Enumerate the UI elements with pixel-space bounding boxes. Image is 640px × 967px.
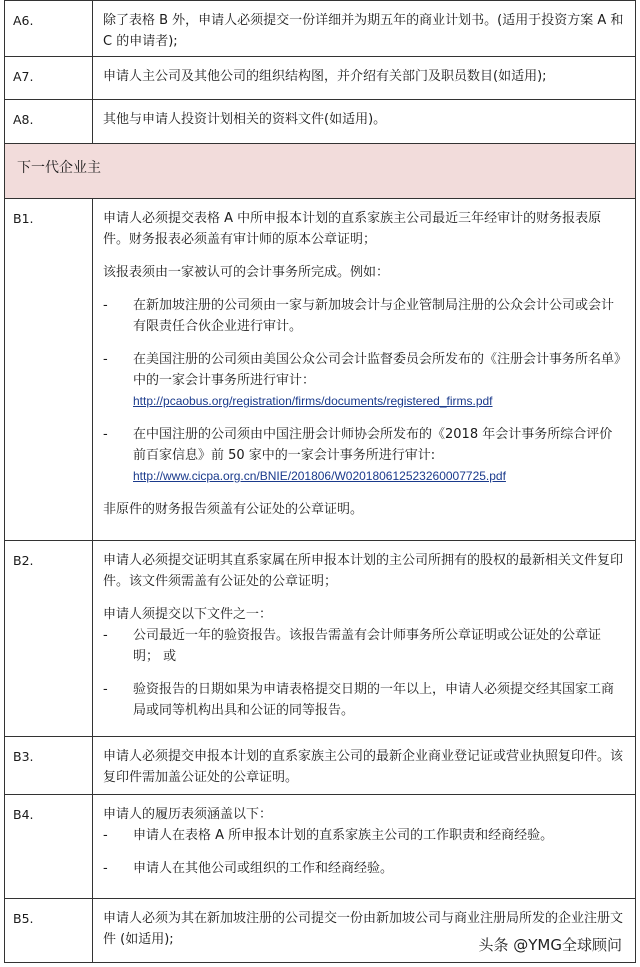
dash-marker: -: [103, 861, 108, 876]
row-code: B3.: [5, 737, 93, 795]
dash-marker: -: [103, 298, 108, 313]
table-row: [5, 199, 636, 541]
watermark: 头条 @YMG全球顾问: [475, 932, 627, 957]
table-row: [5, 57, 636, 100]
list-item: [103, 625, 625, 667]
b1-bullet2: 在美国注册的公司须由美国公众公司会计监督委员会所发布的《注册会计事务所名单》中的一家会计事务所进行审计：: [133, 352, 621, 388]
requirements-table: [4, 0, 636, 963]
b2-intro: 申请人必须提交证明其直系家属在所申报本计划的主公司所拥有的股权的最新相关文件复印件。该文件须需盖有公证处的公章证明；: [103, 553, 624, 589]
b1-bullet3: 在中国注册的公司须由中国注册会计师协会所发布的《2018 年会计事务所综合评价前百家信息》前 50 家中的一家会计事务所进行审计:: [133, 427, 613, 463]
table-row: [5, 737, 636, 795]
row-code: A8.: [5, 100, 93, 144]
b4-bullet1: 申请人在表格 A 所申报本计划的直系家族主公司的工作职责和经商经验。: [133, 828, 554, 843]
section-header-row: [5, 144, 636, 199]
b1-bullet1: 在新加坡注册的公司须由一家与新加坡会计与企业管制局注册的公众会计公司或会计有限责任合伙企业进行审计。: [133, 298, 615, 334]
table-row: [5, 1, 636, 57]
row-code: B5.: [5, 899, 93, 963]
b1-intro: 申请人必须提交表格 A 中所申报本计划的直系家族主公司最近三年经审计的财务报表原件。财务报表必须盖有审计师的原本公章证明；: [103, 211, 602, 247]
row-code: B2.: [5, 541, 93, 737]
section-title: 下一代企业主: [5, 144, 636, 199]
list-item: [103, 858, 625, 879]
table-row: [5, 100, 636, 144]
b4-intro: 申请人的履历表须涵盖以下：: [103, 807, 273, 822]
dash-marker: -: [103, 427, 108, 442]
list-item: [103, 825, 625, 846]
list-item: [103, 424, 625, 487]
dash-marker: -: [103, 828, 108, 843]
b1-sub: 该报表须由一家被认可的会计事务所完成。例如：: [103, 265, 390, 280]
b2-sub: 申请人须提交以下文件之一：: [103, 607, 273, 622]
dash-marker: -: [103, 628, 108, 643]
row-text: 申请人必须为其在新加坡注册的公司提交一份由新加坡公司与商业注册局所发的企业注册文件 (如适用);: [93, 899, 636, 963]
b2-bullet1: 公司最近一年的验资报告。该报告需盖有会计师事务所公章证明或公证处的公章证明； 或: [133, 628, 602, 664]
table-row: [5, 541, 636, 737]
dash-marker: -: [103, 682, 108, 697]
row-code: A7.: [5, 57, 93, 100]
pcaobus-link[interactable]: http://pcaobus.org/registration/firms/documents/registered_firms.pdf: [133, 394, 493, 408]
row-text: 申请人必须提交申报本计划的直系家族主公司的最新企业商业登记证或营业执照复印件。该复印件需加盖公证处的公章证明。: [93, 737, 636, 795]
row-content: [93, 541, 636, 737]
list-item: [103, 349, 625, 412]
list-item: [103, 295, 625, 337]
row-content: [93, 199, 636, 541]
row-code: B4.: [5, 795, 93, 899]
row-text: 除了表格 B 外，申请人必须提交一份详细并为期五年的商业计划书。(适用于投资方案 A 和 C 的申请者);: [93, 1, 636, 57]
cicpa-link[interactable]: http://www.cicpa.org.cn/BNIE/201806/W020180612523260007725.pdf: [133, 469, 506, 483]
dash-marker: -: [103, 352, 108, 367]
row-text: 其他与申请人投资计划相关的资料文件(如适用)。: [93, 100, 636, 144]
b2-bullet2: 验资报告的日期如果为申请表格提交日期的一年以上，申请人必须提交经其国家工商局或同等机构出具和公证的同等报告。: [133, 682, 615, 718]
row-content: [93, 795, 636, 899]
row-code: B1.: [5, 199, 93, 541]
table-row: [5, 795, 636, 899]
row-code: A6.: [5, 1, 93, 57]
row-text: 申请人主公司及其他公司的组织结构图，并介绍有关部门及职员数目(如适用);: [93, 57, 636, 100]
list-item: [103, 679, 625, 721]
b1-closing: 非原件的财务报告须盖有公证处的公章证明。: [103, 502, 364, 517]
b4-bullet2: 申请人在其他公司或组织的工作和经商经验。: [133, 861, 394, 876]
